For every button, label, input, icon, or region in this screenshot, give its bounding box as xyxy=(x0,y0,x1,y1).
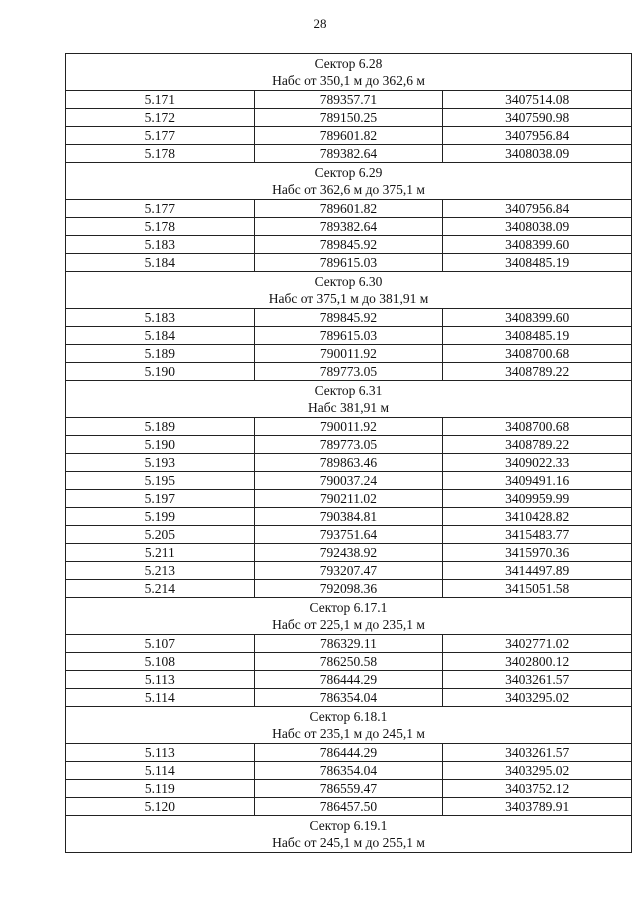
table-row xyxy=(66,762,632,780)
point-number-cell: 5.211 xyxy=(66,544,255,562)
y-coordinate-cell: 3403295.02 xyxy=(443,689,632,707)
sector-header-row xyxy=(66,163,632,200)
table-row xyxy=(66,127,632,145)
sector-header-row xyxy=(66,54,632,91)
x-coordinate-cell: 793751.64 xyxy=(254,526,443,544)
sector-header-cell xyxy=(66,54,632,91)
table-row xyxy=(66,526,632,544)
x-coordinate-cell: 786354.04 xyxy=(254,762,443,780)
table-row xyxy=(66,345,632,363)
y-coordinate-cell: 3410428.82 xyxy=(443,508,632,526)
point-number-cell: 5.199 xyxy=(66,508,255,526)
sector-height-range: Набс 381,91 м xyxy=(307,400,390,415)
x-coordinate-cell: 789382.64 xyxy=(254,145,443,163)
point-number-cell: 5.189 xyxy=(66,418,255,436)
x-coordinate-cell: 789150.25 xyxy=(254,109,443,127)
sector-height-range: Набс от 375,1 м до 381,91 м xyxy=(268,291,429,306)
x-coordinate-cell: 789601.82 xyxy=(254,200,443,218)
point-number-cell: 5.213 xyxy=(66,562,255,580)
sector-height-range: Набс от 225,1 м до 235,1 м xyxy=(272,617,425,632)
sector-header-row xyxy=(66,598,632,635)
y-coordinate-cell: 3402771.02 xyxy=(443,635,632,653)
table-row xyxy=(66,200,632,218)
table-row xyxy=(66,653,632,671)
point-number-cell: 5.114 xyxy=(66,689,255,707)
table-row xyxy=(66,635,632,653)
point-number-cell: 5.183 xyxy=(66,309,255,327)
x-coordinate-cell: 792438.92 xyxy=(254,544,443,562)
table-row xyxy=(66,508,632,526)
table-row xyxy=(66,363,632,381)
point-number-cell: 5.107 xyxy=(66,635,255,653)
point-number-cell: 5.205 xyxy=(66,526,255,544)
x-coordinate-cell: 789773.05 xyxy=(254,363,443,381)
sector-header-cell xyxy=(66,598,632,635)
x-coordinate-cell: 786559.47 xyxy=(254,780,443,798)
x-coordinate-cell: 789382.64 xyxy=(254,218,443,236)
x-coordinate-cell: 789601.82 xyxy=(254,127,443,145)
y-coordinate-cell: 3408399.60 xyxy=(443,309,632,327)
y-coordinate-cell: 3408789.22 xyxy=(443,363,632,381)
table-row xyxy=(66,309,632,327)
y-coordinate-cell: 3408038.09 xyxy=(443,145,632,163)
y-coordinate-cell: 3407956.84 xyxy=(443,127,632,145)
x-coordinate-cell: 790384.81 xyxy=(254,508,443,526)
y-coordinate-cell: 3408700.68 xyxy=(443,345,632,363)
table-row xyxy=(66,218,632,236)
point-number-cell: 5.190 xyxy=(66,363,255,381)
sector-header-cell xyxy=(66,816,632,853)
sector-title: Сектор 6.17.1 xyxy=(309,600,388,615)
point-number-cell: 5.193 xyxy=(66,454,255,472)
table-row xyxy=(66,580,632,598)
sector-title: Сектор 6.31 xyxy=(314,383,383,398)
sector-height-range: Набс от 362,6 м до 375,1 м xyxy=(272,182,425,197)
x-coordinate-cell: 789357.71 xyxy=(254,91,443,109)
x-coordinate-cell: 790211.02 xyxy=(254,490,443,508)
x-coordinate-cell: 786444.29 xyxy=(254,671,443,689)
point-number-cell: 5.214 xyxy=(66,580,255,598)
x-coordinate-cell: 789845.92 xyxy=(254,236,443,254)
sector-header-row xyxy=(66,272,632,309)
table-row xyxy=(66,798,632,816)
x-coordinate-cell: 786444.29 xyxy=(254,744,443,762)
table-row xyxy=(66,490,632,508)
table-row xyxy=(66,780,632,798)
point-number-cell: 5.178 xyxy=(66,145,255,163)
sector-header-row xyxy=(66,381,632,418)
x-coordinate-cell: 789615.03 xyxy=(254,254,443,272)
point-number-cell: 5.172 xyxy=(66,109,255,127)
y-coordinate-cell: 3409491.16 xyxy=(443,472,632,490)
point-number-cell: 5.183 xyxy=(66,236,255,254)
y-coordinate-cell: 3402800.12 xyxy=(443,653,632,671)
table-row xyxy=(66,145,632,163)
table-row xyxy=(66,472,632,490)
sector-header-cell xyxy=(66,381,632,418)
table-row xyxy=(66,254,632,272)
x-coordinate-cell: 792098.36 xyxy=(254,580,443,598)
table-row xyxy=(66,436,632,454)
x-coordinate-cell: 786329.11 xyxy=(254,635,443,653)
point-number-cell: 5.184 xyxy=(66,254,255,272)
x-coordinate-cell: 789845.92 xyxy=(254,309,443,327)
point-number-cell: 5.189 xyxy=(66,345,255,363)
x-coordinate-cell: 790011.92 xyxy=(254,418,443,436)
page-number: 28 xyxy=(313,16,327,31)
coordinates-table xyxy=(65,53,632,853)
table-row xyxy=(66,744,632,762)
y-coordinate-cell: 3408485.19 xyxy=(443,327,632,345)
y-coordinate-cell: 3409959.99 xyxy=(443,490,632,508)
sector-header-cell xyxy=(66,163,632,200)
point-number-cell: 5.113 xyxy=(66,671,255,689)
y-coordinate-cell: 3408789.22 xyxy=(443,436,632,454)
sector-header-row xyxy=(66,707,632,744)
x-coordinate-cell: 789863.46 xyxy=(254,454,443,472)
y-coordinate-cell: 3408485.19 xyxy=(443,254,632,272)
point-number-cell: 5.177 xyxy=(66,200,255,218)
x-coordinate-cell: 790037.24 xyxy=(254,472,443,490)
sector-height-range: Набс от 350,1 м до 362,6 м xyxy=(272,73,425,88)
x-coordinate-cell: 786250.58 xyxy=(254,653,443,671)
y-coordinate-cell: 3403752.12 xyxy=(443,780,632,798)
table-row xyxy=(66,418,632,436)
y-coordinate-cell: 3407590.98 xyxy=(443,109,632,127)
sector-title: Сектор 6.30 xyxy=(314,274,383,289)
table-row xyxy=(66,236,632,254)
table-row xyxy=(66,689,632,707)
point-number-cell: 5.171 xyxy=(66,91,255,109)
y-coordinate-cell: 3409022.33 xyxy=(443,454,632,472)
sector-header-cell xyxy=(66,707,632,744)
x-coordinate-cell: 790011.92 xyxy=(254,345,443,363)
point-number-cell: 5.197 xyxy=(66,490,255,508)
y-coordinate-cell: 3414497.89 xyxy=(443,562,632,580)
table-row xyxy=(66,562,632,580)
point-number-cell: 5.178 xyxy=(66,218,255,236)
y-coordinate-cell: 3408399.60 xyxy=(443,236,632,254)
sector-title: Сектор 6.18.1 xyxy=(309,709,388,724)
point-number-cell: 5.108 xyxy=(66,653,255,671)
y-coordinate-cell: 3408038.09 xyxy=(443,218,632,236)
sector-title: Сектор 6.19.1 xyxy=(309,818,388,833)
y-coordinate-cell: 3407956.84 xyxy=(443,200,632,218)
sector-title: Сектор 6.28 xyxy=(314,56,383,71)
sector-height-range: Набс от 235,1 м до 245,1 м xyxy=(272,726,425,741)
table-row xyxy=(66,327,632,345)
x-coordinate-cell: 786457.50 xyxy=(254,798,443,816)
table-row xyxy=(66,109,632,127)
coordinates-table-body xyxy=(66,54,632,853)
y-coordinate-cell: 3407514.08 xyxy=(443,91,632,109)
y-coordinate-cell: 3403261.57 xyxy=(443,744,632,762)
y-coordinate-cell: 3403261.57 xyxy=(443,671,632,689)
point-number-cell: 5.119 xyxy=(66,780,255,798)
point-number-cell: 5.190 xyxy=(66,436,255,454)
table-row xyxy=(66,671,632,689)
x-coordinate-cell: 789615.03 xyxy=(254,327,443,345)
y-coordinate-cell: 3415051.58 xyxy=(443,580,632,598)
y-coordinate-cell: 3408700.68 xyxy=(443,418,632,436)
point-number-cell: 5.113 xyxy=(66,744,255,762)
sector-header-row xyxy=(66,816,632,853)
table-row xyxy=(66,454,632,472)
sector-header-cell xyxy=(66,272,632,309)
point-number-cell: 5.184 xyxy=(66,327,255,345)
point-number-cell: 5.120 xyxy=(66,798,255,816)
table-row xyxy=(66,544,632,562)
table-row xyxy=(66,91,632,109)
y-coordinate-cell: 3403789.91 xyxy=(443,798,632,816)
x-coordinate-cell: 793207.47 xyxy=(254,562,443,580)
x-coordinate-cell: 789773.05 xyxy=(254,436,443,454)
sector-title: Сектор 6.29 xyxy=(314,165,383,180)
point-number-cell: 5.177 xyxy=(66,127,255,145)
y-coordinate-cell: 3415970.36 xyxy=(443,544,632,562)
y-coordinate-cell: 3403295.02 xyxy=(443,762,632,780)
point-number-cell: 5.195 xyxy=(66,472,255,490)
point-number-cell: 5.114 xyxy=(66,762,255,780)
x-coordinate-cell: 786354.04 xyxy=(254,689,443,707)
sector-height-range: Набс от 245,1 м до 255,1 м xyxy=(272,835,425,850)
y-coordinate-cell: 3415483.77 xyxy=(443,526,632,544)
